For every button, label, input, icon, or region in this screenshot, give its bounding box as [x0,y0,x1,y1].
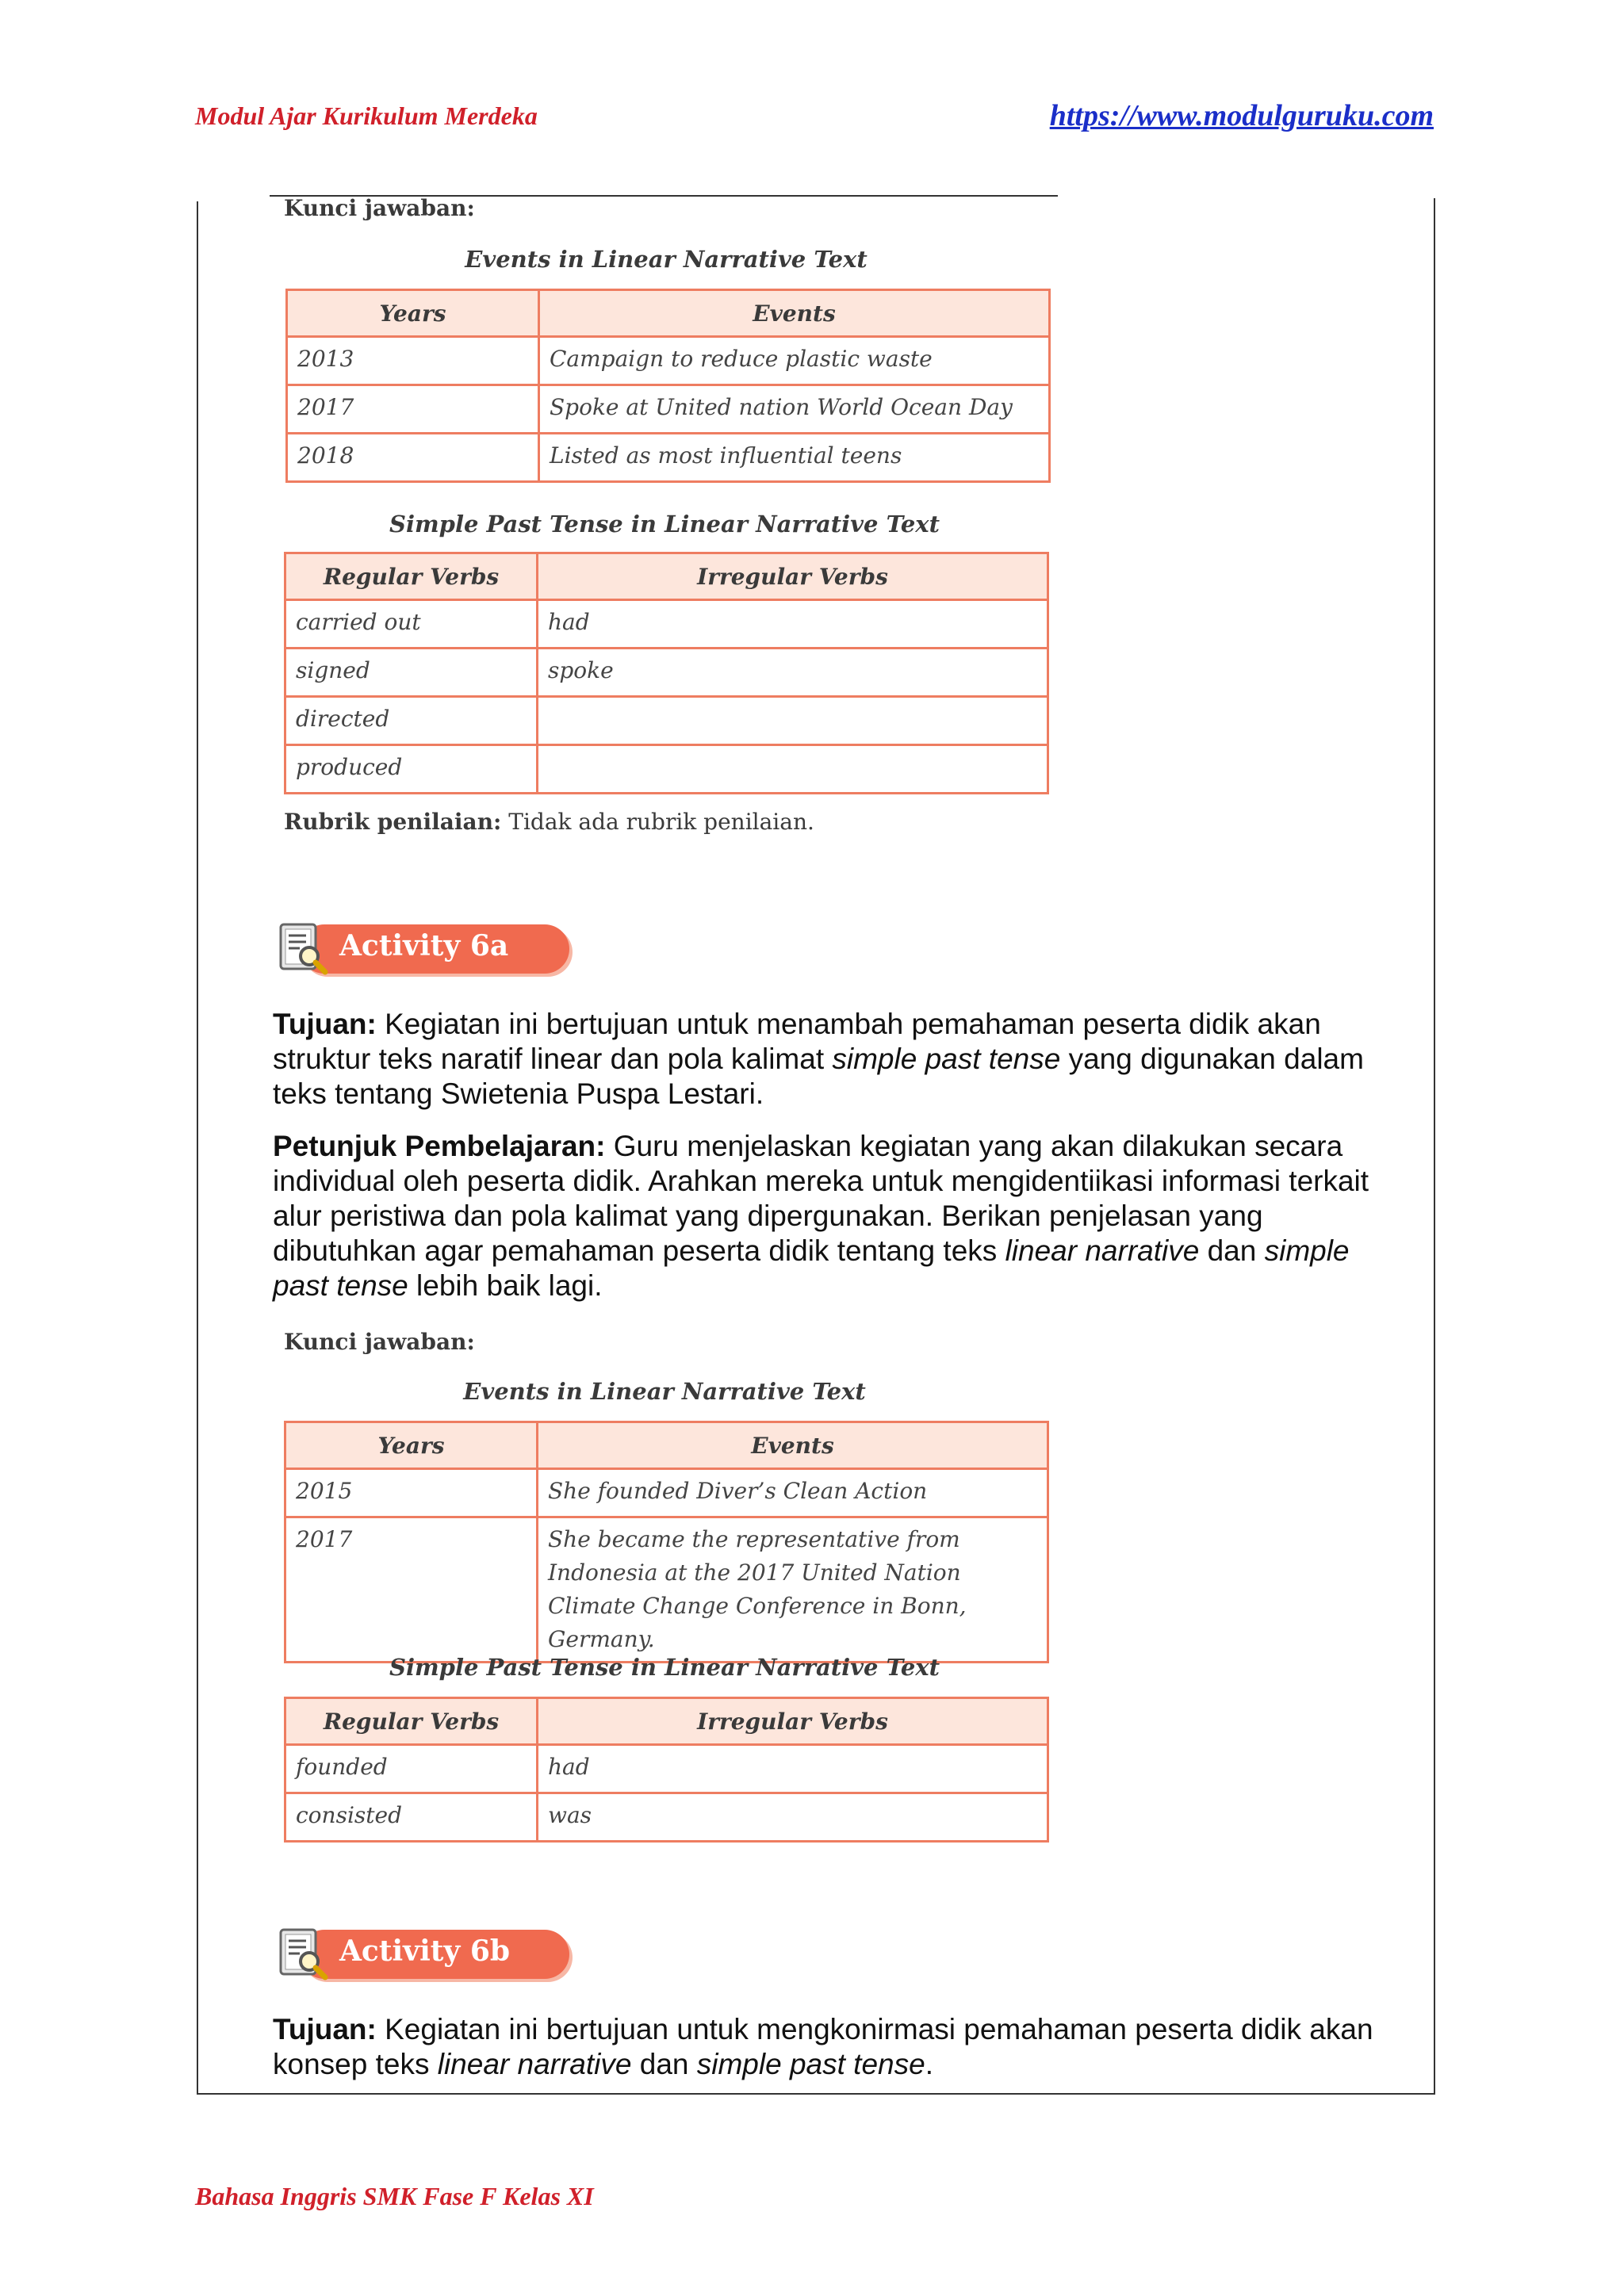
activity-6b-badge [276,1927,593,1982]
header-website-link[interactable]: https://www.modulguruku.com [1049,99,1434,132]
table-cell-year: 2018 [287,434,539,482]
table-cell-event: She became the representative from Indonesia at the 2017 United Nation Climate Change Conference in Bonn, Germany. [538,1517,1048,1663]
tujuan-emphasis: linear narrative [437,2048,632,2080]
table-row [285,697,1048,745]
events-table [284,1421,1049,1663]
activity-label: Activity 6b [339,1934,511,1968]
table-cell-event: Campaign to reduce plastic waste [539,337,1050,385]
table-cell-irregular [538,745,1048,794]
table-cell-irregular: had [538,600,1048,649]
table-cell-regular: founded [285,1745,538,1793]
petunjuk-text: dan [1207,1234,1257,1267]
verbs-table [284,552,1049,794]
verbs-table-caption: Simple Past Tense in Linear Narrative Text [389,511,940,538]
table-row [285,649,1048,697]
table-row [287,434,1050,482]
rubrik-penilaian [284,809,814,835]
kunci-jawaban-label: Kunci jawaban: [284,1329,475,1355]
table-cell-year: 2017 [285,1517,538,1663]
column-header: Events [539,290,1050,337]
column-header: Years [285,1422,538,1469]
tujuan-text: . [925,2048,933,2080]
table-cell-irregular: spoke [538,649,1048,697]
column-header: Irregular Verbs [538,1698,1048,1745]
table-cell-regular: consisted [285,1793,538,1842]
table-row [285,1469,1048,1517]
tujuan-emphasis: simple past tense [696,2048,925,2080]
events-table-caption: Events in Linear Narrative Text [463,1378,866,1405]
kunci-jawaban-label: Kunci jawaban: [284,195,475,221]
table-row [287,385,1050,434]
verbs-table-caption: Simple Past Tense in Linear Narrative Text [389,1654,940,1681]
table-cell-event: She founded Diver’s Clean Action [538,1469,1048,1517]
activity-6a-tujuan [273,1007,1399,1112]
petunjuk-emphasis: simple past tense [273,1234,1350,1302]
header-module-title: Modul Ajar Kurikulum Merdeka [195,101,538,130]
table-cell-regular: directed [285,697,538,745]
table-header-row [287,290,1050,337]
column-header: Regular Verbs [285,1698,538,1745]
document-magnifier-icon [276,1927,330,1982]
table-row [285,1517,1048,1663]
rubrik-label: Rubrik penilaian: [284,809,502,835]
table-cell-irregular [538,697,1048,745]
table-cell-irregular: had [538,1745,1048,1793]
events-table-caption: Events in Linear Narrative Text [465,246,868,273]
tujuan-text: dan [639,2048,689,2080]
rubrik-text: Tidak ada rubrik penilaian. [508,809,814,835]
petunjuk-text: Guru menjelaskan kegiatan yang akan dilakukan secara individual oleh peserta didik. Arahkan mereka untuk mengidentiikasi informasi terkait alur peristiwa dan pola kalimat yang dipergunakan. Berikan penjelasan yang dibutuhkan agar pemahaman peserta didik tentang teks [273,1130,1369,1267]
table-row [285,745,1048,794]
column-header: Events [538,1422,1048,1469]
column-header: Irregular Verbs [538,553,1048,600]
frame-gap [1058,190,1438,198]
tujuan-text: Kegiatan ini bertujuan untuk mengkonirmasi pemahaman peserta didik akan konsep teks [273,2013,1373,2080]
table-cell-year: 2015 [285,1469,538,1517]
activity-6a-badge [276,921,593,977]
table-row [285,600,1048,649]
petunjuk-label: Petunjuk Pembelajaran: [273,1130,606,1162]
table-row [285,1745,1048,1793]
tujuan-label: Tujuan: [273,1008,377,1040]
frame-gap [197,190,270,201]
activity-6b-tujuan [273,2012,1399,2082]
table-header-row [285,1422,1048,1469]
table-cell-regular: carried out [285,600,538,649]
table-cell-year: 2013 [287,337,539,385]
document-magnifier-icon [276,921,330,977]
table-cell-event: Listed as most influential teens [539,434,1050,482]
petunjuk-text: lebih baik lagi. [416,1269,603,1302]
footer-course-title: Bahasa Inggris SMK Fase F Kelas XI [195,2182,594,2210]
petunjuk-emphasis: linear narrative [1005,1234,1200,1267]
table-header-row [285,553,1048,600]
table-cell-irregular: was [538,1793,1048,1842]
table-header-row [285,1698,1048,1745]
table-row [285,1793,1048,1842]
table-cell-regular: signed [285,649,538,697]
verbs-table [284,1697,1049,1843]
table-row [287,337,1050,385]
tujuan-emphasis: simple past tense [832,1043,1061,1075]
column-header: Years [287,290,539,337]
table-cell-event: Spoke at United nation World Ocean Day [539,385,1050,434]
column-header: Regular Verbs [285,553,538,600]
events-table [285,289,1051,483]
activity-6a-petunjuk [273,1129,1399,1303]
tujuan-label: Tujuan: [273,2013,377,2045]
tujuan-text: Kegiatan ini bertujuan untuk menambah pemahaman peserta didik akan struktur teks naratif linear dan pola kalimat [273,1008,1321,1075]
table-cell-year: 2017 [287,385,539,434]
tujuan-text: yang digunakan dalam teks tentang Swietenia Puspa Lestari. [273,1043,1364,1110]
table-cell-regular: produced [285,745,538,794]
activity-label: Activity 6a [339,929,509,962]
